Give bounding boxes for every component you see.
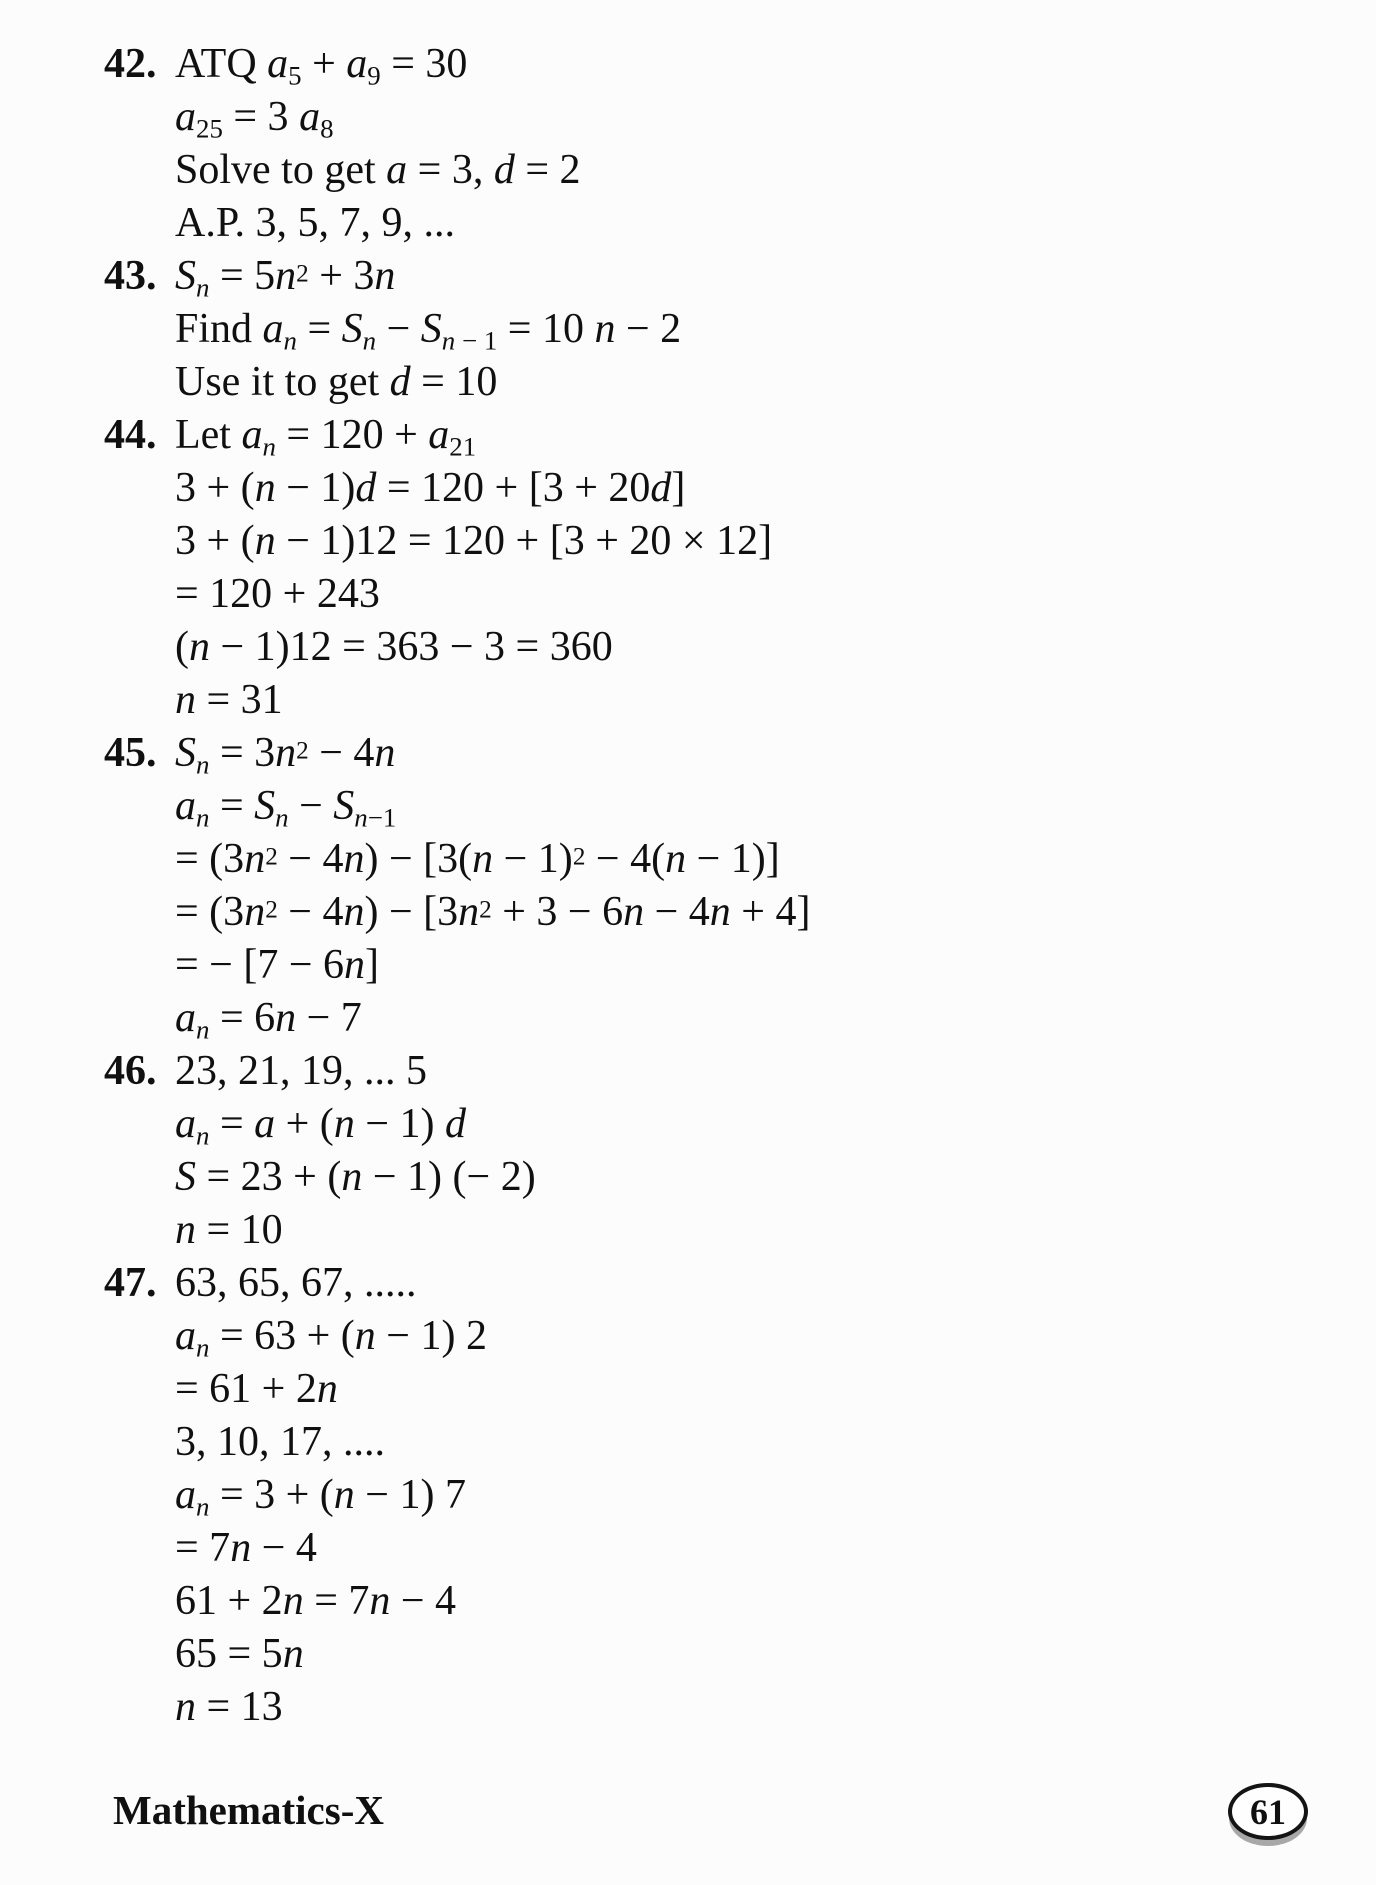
math-expression: $a_n = 6n - 7$ [175, 995, 362, 1045]
solution-line [0, 1257, 1376, 1310]
problem-44 [0, 409, 1376, 727]
math-expression: Solve to get a = 3, d = 2 [175, 147, 581, 193]
math-expression: = 120 + 243 [175, 571, 380, 617]
solution-line [0, 992, 1376, 1045]
problem-number: 47. [104, 1260, 157, 1306]
math-expression: $a_n = 3 + (n - 1)$ 7 [175, 1472, 466, 1522]
solution-line [0, 886, 1376, 939]
solution-line [0, 462, 1376, 515]
math-expression: = $(3n^2 - 4n) - [3n^2 + 3 - 6n - 4n + 4]$ [175, 889, 811, 935]
math-expression: 65 = 5n [175, 1631, 304, 1677]
math-expression: n = 31 [175, 677, 283, 723]
solution-line [0, 1204, 1376, 1257]
solution-line [0, 144, 1376, 197]
solution-line [0, 1416, 1376, 1469]
math-expression: $S_n = 3n^2 - 4n$ [175, 730, 396, 780]
solution-line [0, 1681, 1376, 1734]
solution-line [0, 409, 1376, 462]
math-expression: $a_n = S_n - S_{n-1}$ [175, 783, 397, 833]
math-expression: Use it to get d = 10 [175, 359, 498, 405]
solutions-list [0, 38, 1376, 1734]
math-expression: = − [7 − 6n] [175, 942, 380, 988]
math-expression: (n − 1)12 = 363 − 3 = 360 [175, 624, 613, 670]
solution-line [0, 1045, 1376, 1098]
math-expression: $a_n = a + (n - 1)$ d [175, 1101, 466, 1151]
problem-number: 45. [104, 730, 157, 776]
solution-line [0, 356, 1376, 409]
solution-line [0, 515, 1376, 568]
math-expression: 63, 65, 67, ..... [175, 1260, 417, 1306]
math-expression: n = 10 [175, 1207, 283, 1253]
math-expression: A.P. 3, 5, 7, 9, ... [175, 200, 456, 246]
math-expression: $a_{25} = 3$ $a_8$ [175, 94, 334, 144]
solution-line [0, 1628, 1376, 1681]
solution-line [0, 91, 1376, 144]
problem-46 [0, 1045, 1376, 1257]
math-expression: n = 13 [175, 1684, 283, 1730]
math-expression: 3, 10, 17, .... [175, 1419, 385, 1465]
solution-line [0, 727, 1376, 780]
solution-line [0, 197, 1376, 250]
solution-line [0, 250, 1376, 303]
solution-line [0, 38, 1376, 91]
math-expression: 23, 21, 19, ... 5 [175, 1048, 427, 1094]
math-expression: $S_n = 5n^2 + 3n$ [175, 253, 396, 303]
problem-number: 46. [104, 1048, 157, 1094]
solution-line [0, 833, 1376, 886]
problem-number: 42. [104, 41, 157, 87]
math-expression: = $(3n^2 - 4n) - [3(n - 1)^2 - 4(n - 1)]$ [175, 836, 780, 882]
page-number: 61 [1250, 1791, 1286, 1832]
book-title: Mathematics-X [113, 1787, 384, 1833]
problem-47 [0, 1257, 1376, 1734]
solution-line [0, 939, 1376, 992]
math-expression: S = 23 + (n − 1) (− 2) [175, 1154, 536, 1200]
math-expression: 3 + (n − 1)d = 120 + [3 + 20d] [175, 465, 686, 511]
math-expression: ATQ $a_5 + a_9 = 30$ [175, 41, 468, 91]
problem-45 [0, 727, 1376, 1045]
problem-42 [0, 38, 1376, 250]
solution-line [0, 1469, 1376, 1522]
math-expression: = 7n − 4 [175, 1525, 317, 1571]
solution-line [0, 303, 1376, 356]
solution-line [0, 1310, 1376, 1363]
math-expression: = 61 + 2n [175, 1366, 338, 1412]
math-expression: Find $a_n = S_n - S_{n - 1} = 10$ n − 2 [175, 306, 682, 356]
solution-line [0, 621, 1376, 674]
problem-number: 43. [104, 253, 157, 299]
math-expression: Let $a_n = 120 + a_{21}$ [175, 412, 477, 462]
problem-43 [0, 250, 1376, 409]
solution-line [0, 1363, 1376, 1416]
solution-line [0, 568, 1376, 621]
solution-line [0, 1098, 1376, 1151]
solution-line [0, 1522, 1376, 1575]
math-expression: 61 + 2n = 7n − 4 [175, 1578, 457, 1624]
solution-line [0, 674, 1376, 727]
page-number-badge [1228, 1783, 1308, 1840]
solution-line [0, 780, 1376, 833]
math-expression: $a_n = 63 + (n - 1)$ 2 [175, 1313, 487, 1363]
math-expression: 3 + (n − 1)12 = 120 + [3 + 20 × 12] [175, 518, 773, 564]
problem-number: 44. [104, 412, 157, 458]
solution-line [0, 1151, 1376, 1204]
solution-line [0, 1575, 1376, 1628]
